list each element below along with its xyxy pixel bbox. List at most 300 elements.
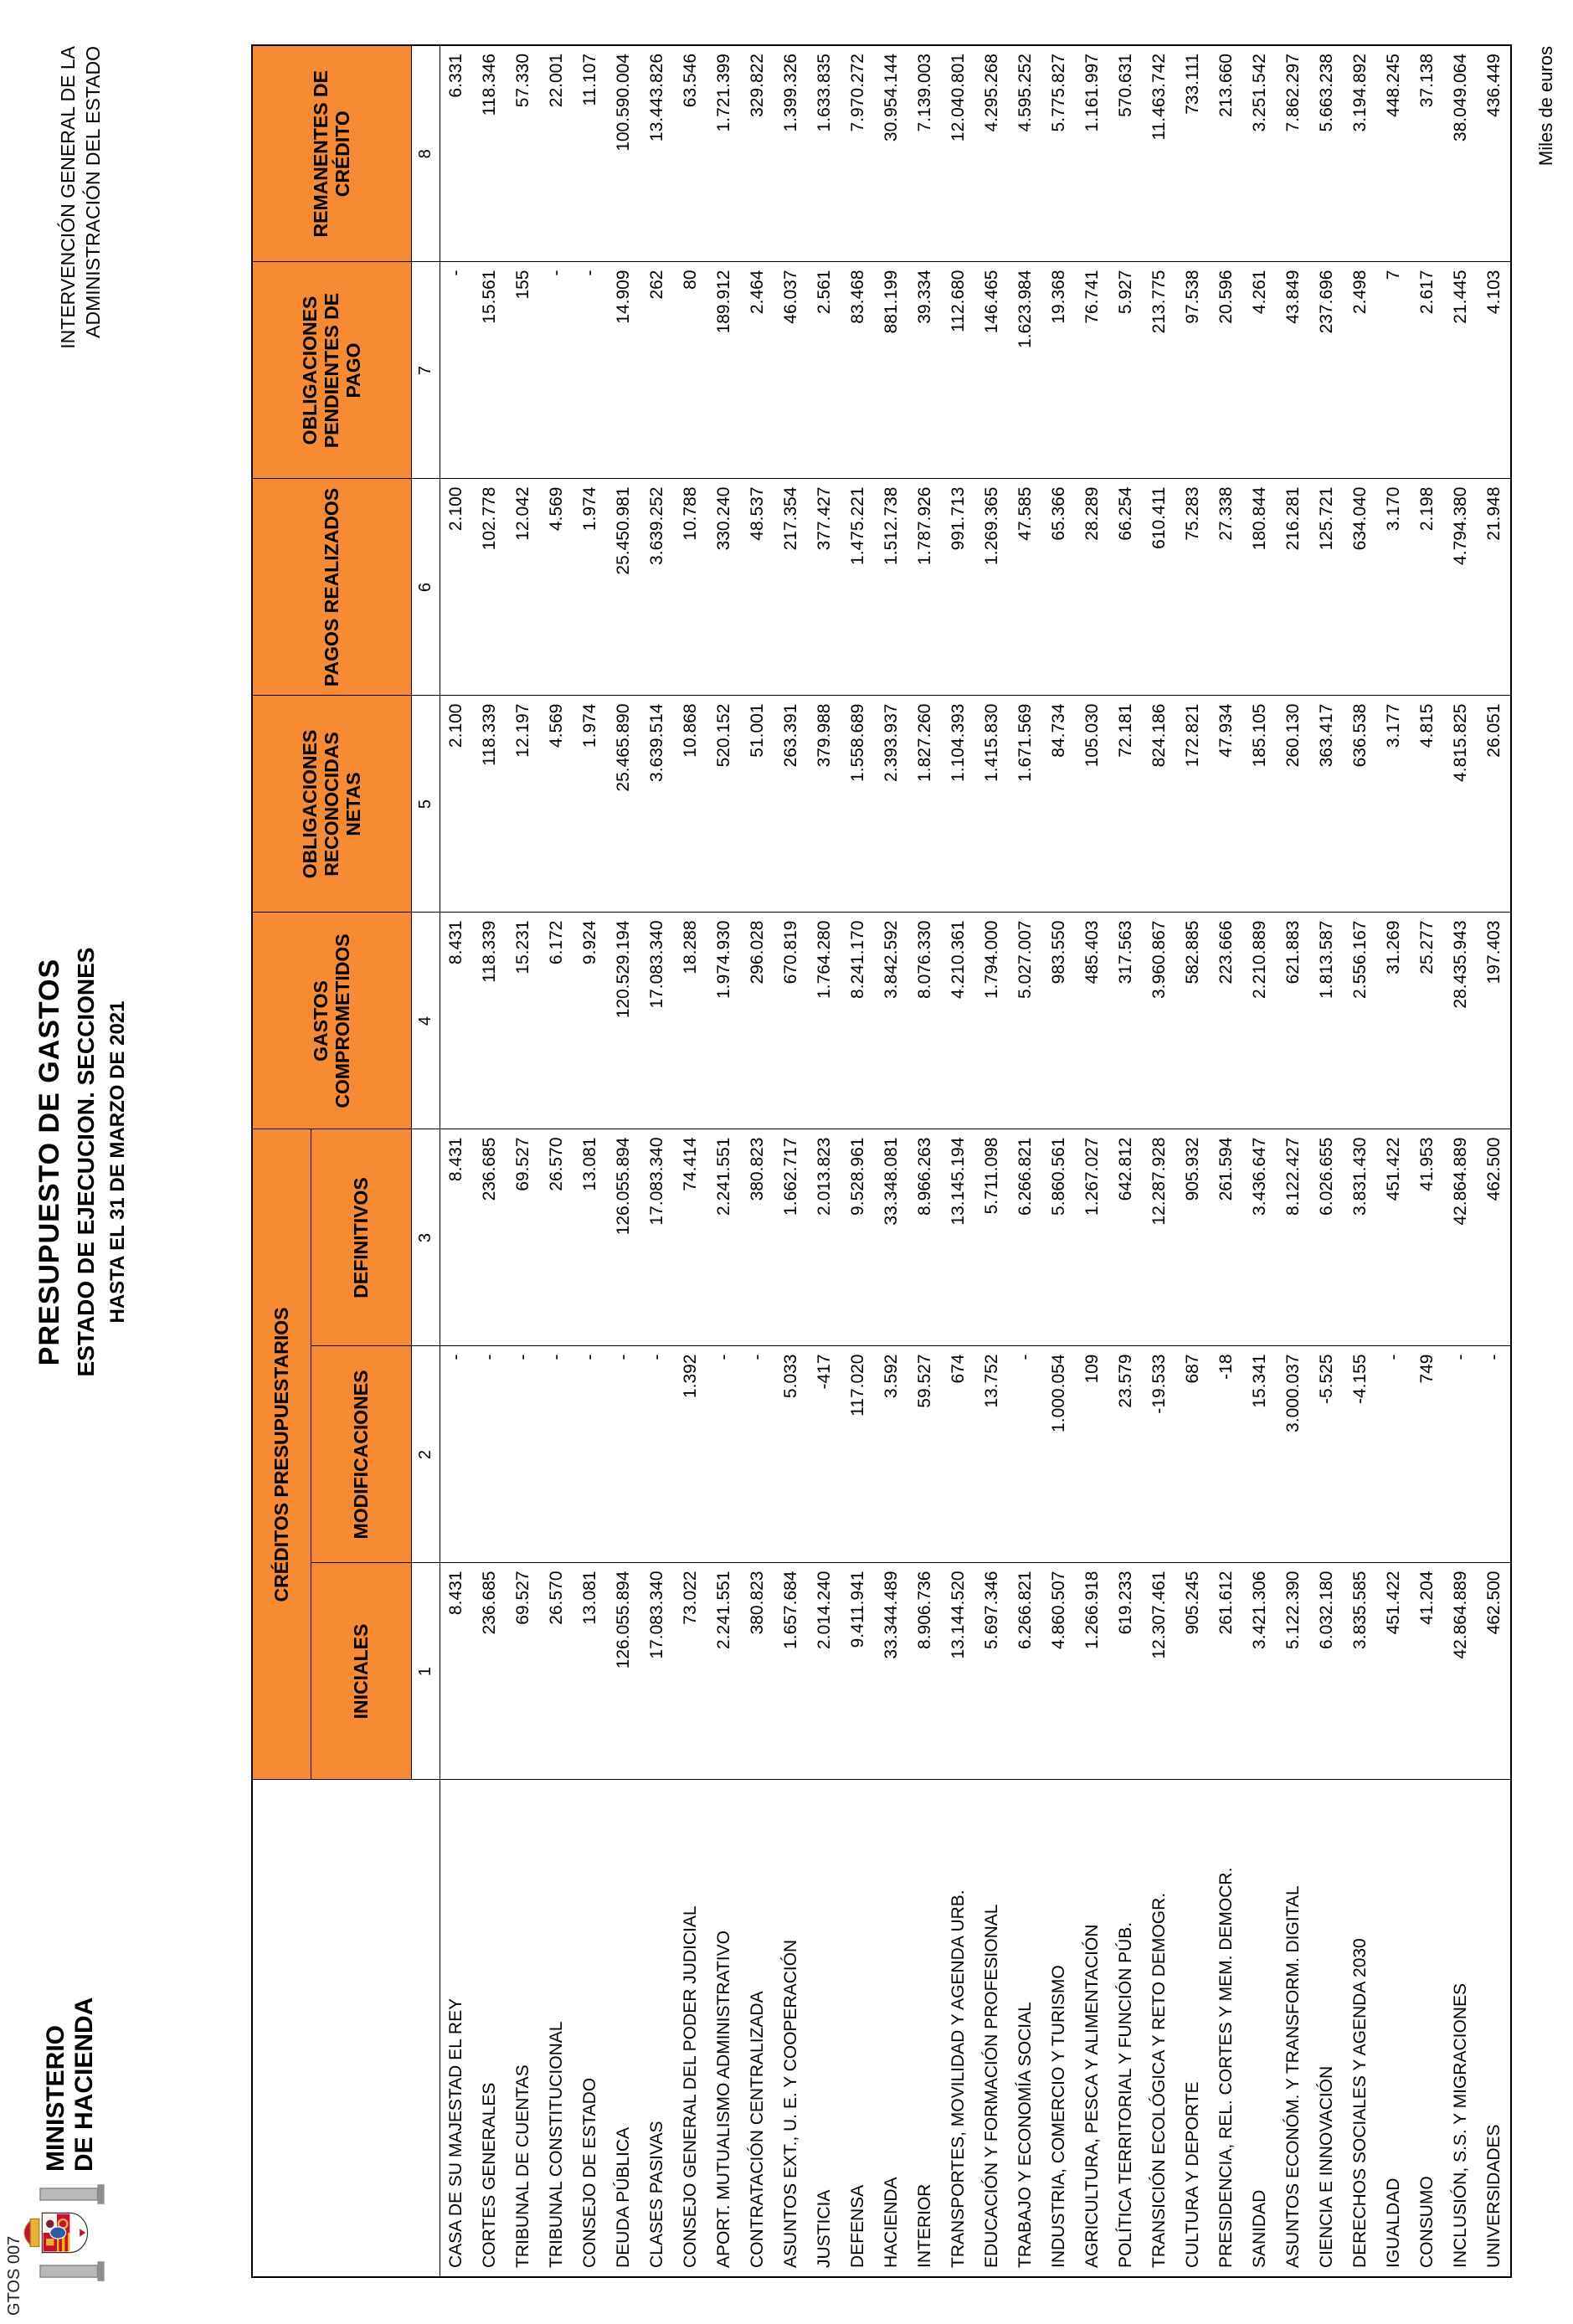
value-cell: 11.107 [573, 45, 607, 262]
value-cell: 451.422 [1377, 1129, 1411, 1346]
value-cell: 8.076.330 [908, 913, 942, 1129]
value-cell: 8.906.736 [908, 1563, 942, 1780]
value-cell: 9.528.961 [841, 1129, 875, 1346]
value-cell: 118.339 [473, 913, 506, 1129]
value-cell: 363.417 [1310, 696, 1344, 913]
table-row [1478, 45, 1511, 2277]
value-cell: 59.527 [908, 1346, 942, 1563]
section-name-cell: DERECHOS SOCIALES Y AGENDA 2030 [1344, 1780, 1377, 2277]
agency-line1: INTERVENCIÓN GENERAL DE LA [57, 46, 79, 349]
value-cell: - [607, 1346, 640, 1563]
value-cell: 33.344.489 [875, 1563, 908, 1780]
value-cell: 42.864.889 [1444, 1129, 1478, 1346]
value-cell: 3.835.585 [1344, 1563, 1377, 1780]
value-cell: 126.055.894 [607, 1129, 640, 1346]
value-cell: 1.558.689 [841, 696, 875, 913]
value-cell: 21.948 [1478, 479, 1511, 696]
value-cell: -4.155 [1344, 1346, 1377, 1563]
value-cell: 377.427 [808, 479, 841, 696]
section-name-cell: CLASES PASIVAS [640, 1780, 674, 2277]
value-cell: -18 [1210, 1346, 1243, 1563]
section-name-cell: APORT. MUTUALISMO ADMINISTRATIVO [707, 1780, 741, 2277]
value-cell: 43.849 [1277, 262, 1310, 479]
value-cell: 20.596 [1210, 262, 1243, 479]
value-cell: 6.032.180 [1310, 1563, 1344, 1780]
value-cell: 126.055.894 [607, 1563, 640, 1780]
value-cell: 37.138 [1411, 45, 1444, 262]
value-cell: 2.464 [741, 262, 774, 479]
value-cell: 261.594 [1210, 1129, 1243, 1346]
value-cell: 223.666 [1210, 913, 1243, 1129]
section-name-cell: ASUNTOS ECONÓM. Y TRANSFORM. DIGITAL [1277, 1780, 1310, 2277]
value-cell: 3.842.592 [875, 913, 908, 1129]
table-row [1444, 45, 1478, 2277]
value-cell: 3.194.892 [1344, 45, 1377, 262]
value-cell: 2.198 [1411, 479, 1444, 696]
value-cell: - [640, 1346, 674, 1563]
column-number-cell: 4 [411, 913, 440, 1129]
value-cell: 674 [942, 1346, 975, 1563]
value-cell: 100.590.004 [607, 45, 640, 262]
value-cell: - [1009, 1346, 1042, 1563]
value-cell: 1.787.926 [908, 479, 942, 696]
value-cell: 4.794.380 [1444, 479, 1478, 696]
agency-block [55, 46, 105, 349]
value-cell: 12.042 [506, 479, 540, 696]
document-date-line: HASTA EL 31 DE MARZO DE 2021 [106, 1000, 129, 1324]
value-cell: 260.130 [1277, 696, 1310, 913]
section-name-cell: IGUALDAD [1377, 1780, 1411, 2277]
modificaciones-header: MODIFICACIONES [311, 1346, 411, 1563]
value-cell: 180.844 [1243, 479, 1277, 696]
value-cell: 237.696 [1310, 262, 1344, 479]
value-cell: 2.556.167 [1344, 913, 1377, 1129]
value-cell: 1.974.930 [707, 913, 741, 1129]
document-title: PRESUPUESTO DE GASTOS [33, 958, 65, 1366]
value-cell: 8.241.170 [841, 913, 875, 1129]
value-cell: 983.550 [1042, 913, 1076, 1129]
value-cell: 2.617 [1411, 262, 1444, 479]
value-cell: 13.081 [573, 1129, 607, 1346]
table-row [774, 45, 808, 2277]
value-cell: 296.028 [741, 913, 774, 1129]
value-cell: 905.932 [1176, 1129, 1210, 1346]
value-cell: 6.026.655 [1310, 1129, 1344, 1346]
value-cell: 3.421.306 [1243, 1563, 1277, 1780]
value-cell: 2.241.551 [707, 1563, 741, 1780]
value-cell: 10.868 [674, 696, 707, 913]
value-cell: 1.671.569 [1009, 696, 1042, 913]
value-cell: 26.570 [540, 1563, 573, 1780]
value-cell: 485.403 [1076, 913, 1109, 1129]
value-cell: 213.660 [1210, 45, 1243, 262]
value-cell: 1.267.027 [1076, 1129, 1109, 1346]
value-cell: -19.533 [1143, 1346, 1176, 1563]
value-cell: -5.525 [1310, 1346, 1344, 1563]
table-row [1310, 45, 1344, 2277]
section-name-cell: INCLUSIÓN, S.S. Y MIGRACIONES [1444, 1780, 1478, 2277]
value-cell: 3.436.647 [1243, 1129, 1277, 1346]
obligaciones-reconocidas-header: OBLIGACIONES RECONOCIDAS NETAS [252, 696, 411, 913]
value-cell: 610.411 [1143, 479, 1176, 696]
value-cell: 1.974 [573, 696, 607, 913]
value-cell: 7 [1377, 262, 1411, 479]
value-cell: 46.037 [774, 262, 808, 479]
value-cell: 448.245 [1377, 45, 1411, 262]
value-cell: 17.083.340 [640, 1129, 674, 1346]
value-cell: 112.680 [942, 262, 975, 479]
table-row [1243, 45, 1277, 2277]
section-name-cell: CIENCIA E INNOVACIÓN [1310, 1780, 1344, 2277]
value-cell: 13.443.826 [640, 45, 674, 262]
table-row [841, 45, 875, 2277]
value-cell: 4.295.268 [975, 45, 1009, 262]
pagos-realizados-header: PAGOS REALIZADOS [252, 479, 411, 696]
value-cell: 13.144.520 [942, 1563, 975, 1780]
value-cell: 8.966.263 [908, 1129, 942, 1346]
section-name-cell: TRANSICIÓN ECOLÓGICA Y RETO DEMOGR. [1143, 1780, 1176, 2277]
section-name-cell: TRANSPORTES, MOVILIDAD Y AGENDA URB. [942, 1780, 975, 2277]
value-cell: 13.145.194 [942, 1129, 975, 1346]
value-cell: 3.592 [875, 1346, 908, 1563]
table-row [808, 45, 841, 2277]
value-cell: 197.403 [1478, 913, 1511, 1129]
value-cell: 9.411.941 [841, 1563, 875, 1780]
value-cell: 582.885 [1176, 913, 1210, 1129]
value-cell: 63.546 [674, 45, 707, 262]
value-cell: 1.399.326 [774, 45, 808, 262]
table-row [741, 45, 774, 2277]
value-cell: 1.475.221 [841, 479, 875, 696]
value-cell: 12.197 [506, 696, 540, 913]
table-row [506, 45, 540, 2277]
value-cell: 1.269.365 [975, 479, 1009, 696]
table-row [540, 45, 573, 2277]
section-name-cell: TRABAJO Y ECONOMÍA SOCIAL [1009, 1780, 1042, 2277]
value-cell: 1.764.280 [808, 913, 841, 1129]
section-name-cell: DEFENSA [841, 1780, 875, 2277]
value-cell: 3.831.430 [1344, 1129, 1377, 1346]
value-cell: 824.186 [1143, 696, 1176, 913]
value-cell: 12.040.801 [942, 45, 975, 262]
value-cell: 4.569 [540, 696, 573, 913]
table-row [1411, 45, 1444, 2277]
table-row [707, 45, 741, 2277]
value-cell: - [540, 262, 573, 479]
value-cell: 3.251.542 [1243, 45, 1277, 262]
value-cell: 5.711.098 [975, 1129, 1009, 1346]
column-number-cell: 5 [411, 696, 440, 913]
column-number-cell: 7 [411, 262, 440, 479]
units-note: Miles de euros [1535, 46, 1556, 167]
value-cell: 47.585 [1009, 479, 1042, 696]
value-cell: 26.051 [1478, 696, 1511, 913]
value-cell: 83.468 [841, 262, 875, 479]
value-cell: 69.527 [506, 1129, 540, 1346]
value-cell: 185.105 [1243, 696, 1277, 913]
section-name-cell: TRIBUNAL CONSTITUCIONAL [540, 1780, 573, 2277]
value-cell: 1.161.997 [1076, 45, 1109, 262]
section-name-cell: CONSUMO [1411, 1780, 1444, 2277]
table-row [1277, 45, 1310, 2277]
value-cell: 2.561 [808, 262, 841, 479]
value-cell: 1.827.260 [908, 696, 942, 913]
value-cell: 436.449 [1478, 45, 1511, 262]
value-cell: 120.529.194 [607, 913, 640, 1129]
value-cell: 2.100 [440, 479, 473, 696]
table-row [942, 45, 975, 2277]
value-cell: 19.368 [1042, 262, 1076, 479]
value-cell: 1.794.000 [975, 913, 1009, 1129]
value-cell: 3.177 [1377, 696, 1411, 913]
value-cell: 4.261 [1243, 262, 1277, 479]
section-name-cell: CASA DE SU MAJESTAD EL REY [440, 1780, 473, 2277]
value-cell: 9.924 [573, 913, 607, 1129]
value-cell: 12.287.928 [1143, 1129, 1176, 1346]
value-cell: 76.741 [1076, 262, 1109, 479]
value-cell: 8.431 [440, 913, 473, 1129]
value-cell: - [1444, 1346, 1478, 1563]
value-cell: 3.639.514 [640, 696, 674, 913]
value-cell: 733.111 [1176, 45, 1210, 262]
value-cell: 4.815.825 [1444, 696, 1478, 913]
value-cell: 6.172 [540, 913, 573, 1129]
ministry-name-line1: MINISTERIO [42, 2024, 69, 2172]
value-cell: 21.445 [1444, 262, 1478, 479]
budget-table [251, 44, 1512, 2278]
value-cell: 189.912 [707, 262, 741, 479]
value-cell: 380.823 [741, 1563, 774, 1780]
value-cell: 330.240 [707, 479, 741, 696]
document-subtitle: ESTADO DE EJECUCION. SECCIONES [73, 947, 99, 1377]
table-row [607, 45, 640, 2277]
value-cell: 26.570 [540, 1129, 573, 1346]
table-row [473, 45, 506, 2277]
value-cell: 15.341 [1243, 1346, 1277, 1563]
value-cell: 13.752 [975, 1346, 1009, 1563]
value-cell: 451.422 [1377, 1563, 1411, 1780]
value-cell: 65.366 [1042, 479, 1076, 696]
table-row [573, 45, 607, 2277]
section-name-cell: CONSEJO GENERAL DEL PODER JUDICIAL [674, 1780, 707, 2277]
value-cell: 5.860.561 [1042, 1129, 1076, 1346]
value-cell: 905.245 [1176, 1563, 1210, 1780]
table-row [875, 45, 908, 2277]
value-cell: 12.307.461 [1143, 1563, 1176, 1780]
value-cell: 1.662.717 [774, 1129, 808, 1346]
value-cell: 570.631 [1109, 45, 1143, 262]
value-cell: 38.049.064 [1444, 45, 1478, 262]
section-name-cell: CONSEJO DE ESTADO [573, 1780, 607, 2277]
value-cell: 39.334 [908, 262, 942, 479]
value-cell: 8.431 [440, 1129, 473, 1346]
section-name-cell: EDUCACIÓN Y FORMACIÓN PROFESIONAL [975, 1780, 1009, 2277]
value-cell: 74.414 [674, 1129, 707, 1346]
value-cell: 670.819 [774, 913, 808, 1129]
value-cell: 6.266.821 [1009, 1563, 1042, 1780]
value-cell: 28.435.943 [1444, 913, 1478, 1129]
value-cell: 1.813.587 [1310, 913, 1344, 1129]
value-cell: - [540, 1346, 573, 1563]
value-cell: 57.330 [506, 45, 540, 262]
value-cell: 236.685 [473, 1563, 506, 1780]
value-cell: 75.283 [1176, 479, 1210, 696]
value-cell: 3.000.037 [1277, 1346, 1310, 1563]
value-cell: 48.537 [741, 479, 774, 696]
value-cell: 117.020 [841, 1346, 875, 1563]
table-row [1009, 45, 1042, 2277]
value-cell: 33.348.081 [875, 1129, 908, 1346]
value-cell: 41.204 [1411, 1563, 1444, 1780]
gastos-comprometidos-header: GASTOS COMPROMETIDOS [252, 913, 411, 1129]
section-name-cell: PRESIDENCIA, REL. CORTES Y MEM. DEMOCR. [1210, 1780, 1243, 2277]
value-cell: 172.821 [1176, 696, 1210, 913]
column-number-cell: 8 [411, 45, 440, 262]
value-cell: 5.027.007 [1009, 913, 1042, 1129]
table-row [1143, 45, 1176, 2277]
value-cell: 2.210.889 [1243, 913, 1277, 1129]
column-number-cell: 1 [411, 1563, 440, 1780]
table-row [1076, 45, 1109, 2277]
value-cell: 27.338 [1210, 479, 1243, 696]
value-cell: 5.697.346 [975, 1563, 1009, 1780]
value-cell: 2.013.823 [808, 1129, 841, 1346]
value-cell: 4.815 [1411, 696, 1444, 913]
value-cell: 1.392 [674, 1346, 707, 1563]
table-row [640, 45, 674, 2277]
value-cell: 51.001 [741, 696, 774, 913]
section-name-cell: HACIENDA [875, 1780, 908, 2277]
section-name-cell: INTERIOR [908, 1780, 942, 2277]
value-cell: 1.974 [573, 479, 607, 696]
value-cell: 125.721 [1310, 479, 1344, 696]
value-cell: - [707, 1346, 741, 1563]
value-cell: - [1478, 1346, 1511, 1563]
value-cell: 8.122.427 [1277, 1129, 1310, 1346]
section-name-cell: POLÍTICA TERRITORIAL Y FUNCIÓN PÚB. [1109, 1780, 1143, 2277]
value-cell: 6.331 [440, 45, 473, 262]
table-row [1210, 45, 1243, 2277]
value-cell: 17.083.340 [640, 1563, 674, 1780]
value-cell: 379.988 [808, 696, 841, 913]
creditos-presupuestarios-group-header: CRÉDITOS PRESUPUESTARIOS [252, 1129, 311, 1780]
section-name-cell: INDUSTRIA, COMERCIO Y TURISMO [1042, 1780, 1076, 2277]
value-cell: 31.269 [1377, 913, 1411, 1129]
value-cell: 1.721.399 [707, 45, 741, 262]
value-cell: - [440, 1346, 473, 1563]
value-cell: 5.927 [1109, 262, 1143, 479]
value-cell: 7.970.272 [841, 45, 875, 262]
value-cell: 6.266.821 [1009, 1129, 1042, 1346]
section-name-cell: UNIVERSIDADES [1478, 1780, 1511, 2277]
value-cell: 15.561 [473, 262, 506, 479]
value-cell: 25.465.890 [607, 696, 640, 913]
value-cell: 1.266.918 [1076, 1563, 1109, 1780]
value-cell: 10.788 [674, 479, 707, 696]
value-cell: 4.860.507 [1042, 1563, 1076, 1780]
value-cell: 1.104.393 [942, 696, 975, 913]
value-cell: 109 [1076, 1346, 1109, 1563]
table-row [674, 45, 707, 2277]
value-cell: 642.812 [1109, 1129, 1143, 1346]
section-name-cell: CONTRATACIÓN CENTRALIZADA [741, 1780, 774, 2277]
sections-header-cell [252, 1780, 440, 2277]
value-cell: 3.960.867 [1143, 913, 1176, 1129]
value-cell: 329.822 [741, 45, 774, 262]
value-cell: 262 [640, 262, 674, 479]
value-cell: 42.864.889 [1444, 1563, 1478, 1780]
section-name-cell: ASUNTOS EXT., U. E. Y COOPERACIÓN [774, 1780, 808, 2277]
obligaciones-pendientes-header: OBLIGACIONES PENDIENTES DE PAGO [252, 262, 411, 479]
value-cell: 216.281 [1277, 479, 1310, 696]
table-row [1377, 45, 1411, 2277]
value-cell: - [473, 1346, 506, 1563]
value-cell: 3.170 [1377, 479, 1411, 696]
value-cell: 2.393.937 [875, 696, 908, 913]
value-cell: 22.001 [540, 45, 573, 262]
value-cell: 380.823 [741, 1129, 774, 1346]
value-cell: - [440, 262, 473, 479]
value-cell: 15.231 [506, 913, 540, 1129]
value-cell: 520.152 [707, 696, 741, 913]
value-cell: 5.775.827 [1042, 45, 1076, 262]
value-cell: 2.498 [1344, 262, 1377, 479]
value-cell: 7.862.297 [1277, 45, 1310, 262]
value-cell: 236.685 [473, 1129, 506, 1346]
value-cell: 4.569 [540, 479, 573, 696]
table-row [1176, 45, 1210, 2277]
value-cell: 105.030 [1076, 696, 1109, 913]
value-cell: 749 [1411, 1346, 1444, 1563]
value-cell: 17.083.340 [640, 913, 674, 1129]
table-row [1109, 45, 1143, 2277]
table-row [975, 45, 1009, 2277]
value-cell: 2.100 [440, 696, 473, 913]
value-cell: 3.639.252 [640, 479, 674, 696]
value-cell: 84.734 [1042, 696, 1076, 913]
value-cell: 146.465 [975, 262, 1009, 479]
ministry-name-line2: DE HACIENDA [70, 1997, 98, 2172]
iniciales-header: INICIALES [311, 1563, 411, 1780]
value-cell: 217.354 [774, 479, 808, 696]
value-cell: 118.339 [473, 696, 506, 913]
value-cell: - [573, 262, 607, 479]
value-cell: 1.512.738 [875, 479, 908, 696]
value-cell: 4.210.361 [942, 913, 975, 1129]
value-cell: 621.883 [1277, 913, 1310, 1129]
value-cell: 155 [506, 262, 540, 479]
section-name-cell: SANIDAD [1243, 1780, 1277, 2277]
value-cell: 5.663.238 [1310, 45, 1344, 262]
table-row [1344, 45, 1377, 2277]
value-cell: 72.181 [1109, 696, 1143, 913]
value-cell: 634.040 [1344, 479, 1377, 696]
value-cell: 881.199 [875, 262, 908, 479]
column-number-cell: 2 [411, 1346, 440, 1563]
value-cell: 13.081 [573, 1563, 607, 1780]
column-number-cell: 6 [411, 479, 440, 696]
value-cell: 687 [1176, 1346, 1210, 1563]
value-cell: 69.527 [506, 1563, 540, 1780]
value-cell: 28.289 [1076, 479, 1109, 696]
value-cell: 11.463.742 [1143, 45, 1176, 262]
value-cell: 462.500 [1478, 1563, 1511, 1780]
section-name-cell: AGRICULTURA, PESCA Y ALIMENTACIÓN [1076, 1780, 1109, 2277]
table-body [440, 45, 1511, 2277]
value-cell: 5.122.390 [1277, 1563, 1310, 1780]
column-number-cell: 3 [411, 1129, 440, 1346]
table-row [1042, 45, 1076, 2277]
